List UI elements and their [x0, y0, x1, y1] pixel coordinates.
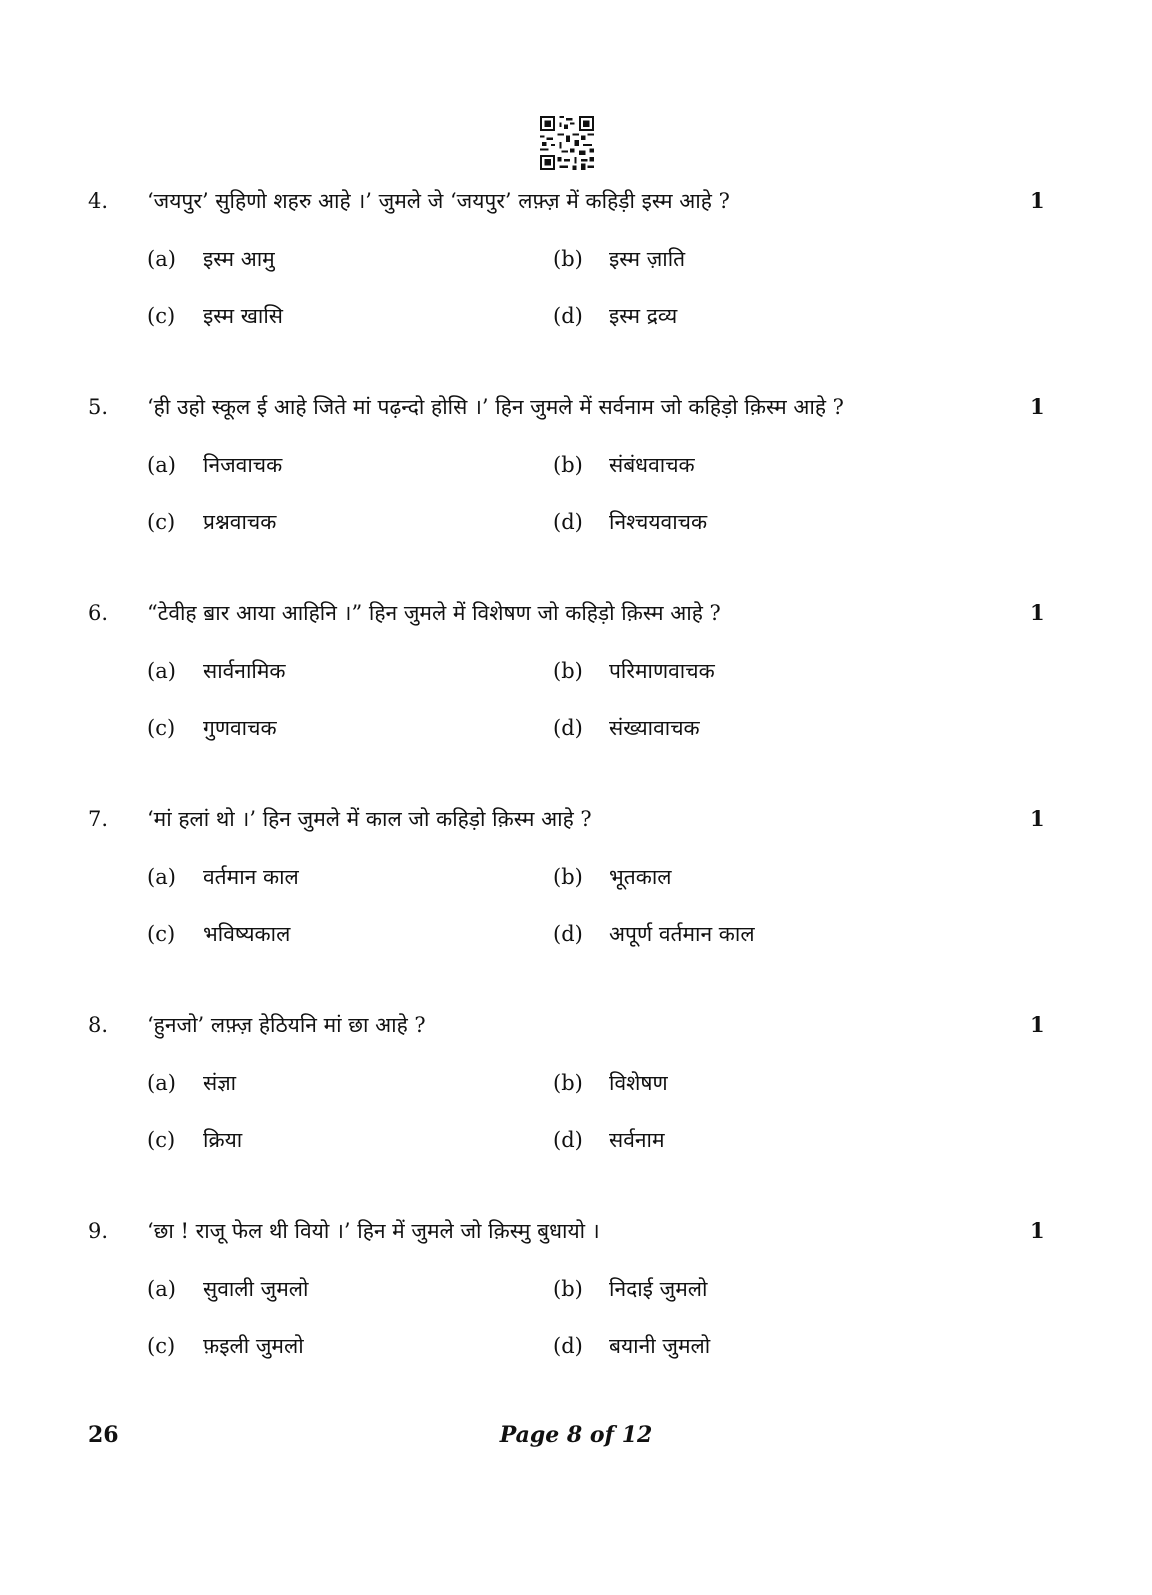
qr-code [540, 116, 594, 170]
option-letter: (d) [553, 304, 583, 328]
option-b [553, 862, 672, 892]
option-text: इस्म ज़ाति [609, 247, 686, 271]
question-text: ‘छा ! राजू फेल थी वियो ।’ हिन में जुमले जो क़िस्मु बुधायो । [147, 1219, 600, 1243]
option-letter: (c) [147, 1128, 176, 1152]
paper-code: 26 [88, 1422, 119, 1448]
question-marks: 1 [1030, 394, 1045, 419]
question-text: ‘मां हलां थो ।’ हिन जुमले में काल जो कहिड़ो क़िस्म आहे ? [147, 807, 592, 831]
option-letter: (b) [553, 865, 583, 889]
option-text: सार्वनामिक [203, 659, 286, 683]
option-a [147, 656, 286, 686]
option-letter: (a) [147, 247, 176, 271]
option-c [147, 1125, 242, 1155]
option-letter: (b) [553, 659, 583, 683]
option-letter: (c) [147, 304, 176, 328]
option-text: क्रिया [203, 1128, 243, 1152]
option-letter: (c) [147, 510, 176, 534]
option-text: सुवाली जुमलो [203, 1277, 309, 1301]
option-text: वर्तमान काल [203, 865, 299, 889]
option-letter: (d) [553, 922, 583, 946]
question-8 [0, 1010, 1152, 1190]
option-letter: (b) [553, 453, 583, 477]
option-d [553, 713, 700, 743]
option-text: भूतकाल [609, 865, 672, 889]
option-b [553, 1068, 668, 1098]
option-b [553, 656, 715, 686]
question-text: ‘जयपुर’ सुहिणो शहरु आहे ।’ जुमले जे ‘जयपुर’ लफ़्ज़ में कहिड़ी इस्म आहे ? [147, 189, 730, 213]
option-text: निश्चयवाचक [609, 510, 708, 534]
option-b [553, 244, 685, 274]
option-c [147, 713, 277, 743]
question-4 [0, 186, 1152, 366]
option-d [553, 1331, 710, 1361]
option-letter: (a) [147, 865, 176, 889]
option-text: फ़इली जुमलो [203, 1334, 304, 1358]
option-letter: (d) [553, 716, 583, 740]
option-a [147, 1274, 308, 1304]
question-5 [0, 392, 1152, 572]
option-text: इस्म द्रव्य [609, 304, 678, 328]
option-text: इस्म खासि [203, 304, 283, 328]
question-number: 7. [88, 807, 109, 831]
option-text: प्रश्नवाचक [203, 510, 277, 534]
option-d [553, 919, 755, 949]
option-letter: (b) [553, 1071, 583, 1095]
question-marks: 1 [1030, 600, 1045, 625]
option-text: बयानी जुमलो [609, 1334, 711, 1358]
question-marks: 1 [1030, 1012, 1045, 1037]
question-number: 8. [88, 1013, 109, 1037]
question-number: 4. [88, 189, 109, 213]
page-number: Page 8 of 12 [499, 1422, 653, 1448]
option-d [553, 1125, 665, 1155]
option-a [147, 244, 275, 274]
option-c [147, 919, 290, 949]
question-marks: 1 [1030, 188, 1045, 213]
question-number: 6. [88, 601, 109, 625]
option-letter: (a) [147, 659, 176, 683]
option-text: विशेषण [609, 1071, 668, 1095]
option-text: संज्ञा [203, 1071, 237, 1095]
question-text: ‘हुनजो’ लफ़्ज़ हेठियनि मां छा आहे ? [147, 1013, 426, 1037]
option-letter: (d) [553, 1334, 583, 1358]
question-6 [0, 598, 1152, 778]
option-c [147, 301, 283, 331]
option-text: गुणवाचक [203, 716, 277, 740]
option-text: निदाई जुमलो [609, 1277, 708, 1301]
option-a [147, 450, 282, 480]
option-letter: (b) [553, 1277, 583, 1301]
question-marks: 1 [1030, 806, 1045, 831]
option-a [147, 862, 299, 892]
option-text: भविष्यकाल [203, 922, 291, 946]
question-text: ‘ही उहो स्कूल ई आहे जिते मां पढ़न्दो होसि ।’ हिन जुमले में सर्वनाम जो कहिड़ो क़िस्म आहे ? [147, 395, 844, 419]
option-text: निजवाचक [203, 453, 283, 477]
option-b [553, 450, 695, 480]
option-text: इस्म आमु [203, 247, 275, 271]
option-c [147, 1331, 304, 1361]
question-7 [0, 804, 1152, 984]
option-letter: (b) [553, 247, 583, 271]
option-a [147, 1068, 236, 1098]
option-b [553, 1274, 708, 1304]
option-text: संख्यावाचक [609, 716, 700, 740]
option-letter: (a) [147, 453, 176, 477]
option-text: सर्वनाम [609, 1128, 665, 1152]
option-letter: (c) [147, 716, 176, 740]
option-letter: (a) [147, 1071, 176, 1095]
option-text: संबंधवाचक [609, 453, 695, 477]
question-9 [0, 1216, 1152, 1396]
option-text: परिमाणवाचक [609, 659, 715, 683]
option-letter: (d) [553, 510, 583, 534]
option-c [147, 507, 276, 537]
question-text: “टेवीह ॿार आया आहिनि ।” हिन जुमले में विशेषण जो कहिड़ो क़िस्म आहे ? [147, 601, 721, 625]
question-number: 9. [88, 1219, 109, 1243]
option-d [553, 301, 677, 331]
question-marks: 1 [1030, 1218, 1045, 1243]
option-letter: (c) [147, 922, 176, 946]
question-number: 5. [88, 395, 109, 419]
option-letter: (a) [147, 1277, 176, 1301]
option-d [553, 507, 707, 537]
option-letter: (c) [147, 1334, 176, 1358]
option-text: अपूर्ण वर्तमान काल [609, 922, 755, 946]
option-letter: (d) [553, 1128, 583, 1152]
